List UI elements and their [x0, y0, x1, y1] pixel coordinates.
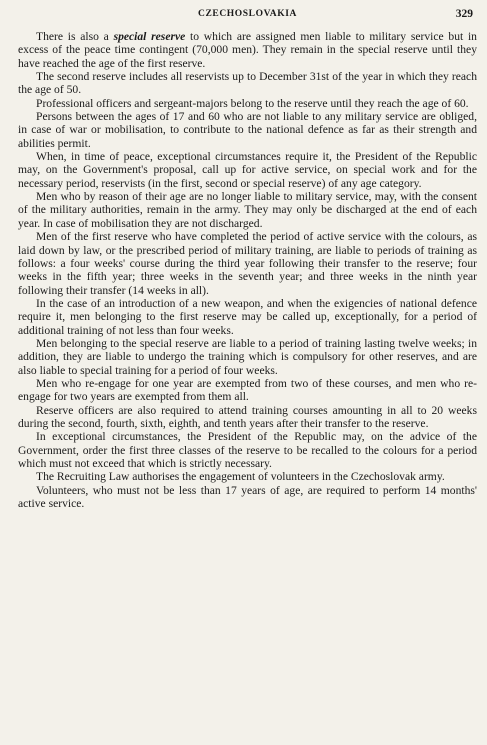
paragraph-reserve-officers: Reserve officers are also required to attend training courses amounting in all to 20 weeks during the second, fourth, sixth, eighth, and tenth years after their transfer to the reserve. [18, 403, 477, 430]
paragraph-training-periods: Men of the first reserve who have completed the period of active service with the colours, as laid down by law, or the prescribed period of military training, are liable to periods of training as follows: a four weeks' course during the third year following their transfer to the reserve; four weeks in the fifth year; three weeks in the seventh year; and three weeks in the ninth year following their transfer (14 weeks in all). [18, 230, 477, 297]
paragraph-exceptional-call-up: When, in time of peace, exceptional circumstances require it, the President of the Republic may, on the Government's proposal, call up for active service, on special work and for the necessary period, reservists (in the first, second or special reserve) of any age category. [18, 150, 477, 190]
paragraph-re-engagement: Men who re-engage for one year are exempted from two of these courses, and men who re-engage for two years are exempted from them all. [18, 376, 477, 404]
body-text [18, 30, 477, 510]
paragraph-national-defence: Persons between the ages of 17 and 60 who are not liable to any military service are obliged, in case of war or mobilisation, to contribute to the national defence as far as their strength and abilities permit. [18, 110, 477, 150]
paragraph-new-weapon: In the case of an introduction of a new weapon, and when the exigencies of national defence require it, men belonging to the first reserve may be called up, exceptionally, for a period of additional training of not less than four weeks. [18, 296, 477, 337]
paragraph-professional-officers: Professional officers and sergeant-majors belong to the reserve until they reach the age of 60. [36, 96, 469, 110]
running-title: CZECHOSLOVAKIA [197, 9, 298, 19]
paragraph-second-reserve: The second reserve includes all reservists up to December 31st of the year in which they reach the age of 50. [18, 70, 477, 97]
paragraph-age-exemption: Men who by reason of their age are no longer liable to military service, may, with the consent of the military authorities, remain in the army. They may only be discharged at the end of each year. In case of mobilisation they are not discharged. [18, 190, 477, 230]
paragraph-text-part: to which are assigned men liable to military service but in excess of the peace time contingent (70,000 men). They remain in the special reserve until they have reached the age of the first reserve. [18, 30, 477, 70]
special-reserve-emphasis: special reserve [113, 30, 186, 43]
page-header [18, 6, 477, 30]
paragraph-volunteers: Volunteers, who must not be less than 17 years of age, are required to perform 14 months' active service. [18, 483, 477, 511]
paragraph-recruiting-law: The Recruiting Law authorises the engagement of volunteers in the Czechoslovak army. [36, 470, 445, 484]
paragraph-special-reserve [18, 30, 477, 70]
paragraph-text-part: There is also a [36, 30, 114, 43]
page-number: 329 [455, 8, 473, 20]
paragraph-special-reserve-training: Men belonging to the special reserve are liable to a period of training lasting twelve weeks; in addition, they are liable to undergo the training which is compulsory for other reserves, and are also liable to special training for a period of four weeks. [18, 336, 477, 377]
paragraph-recall-to-colours: In exceptional circumstances, the President of the Republic may, on the advice of the Government, order the first three classes of the reserve to be recalled to the colours for a period which must not exceed that which is strictly necessary. [18, 430, 477, 470]
